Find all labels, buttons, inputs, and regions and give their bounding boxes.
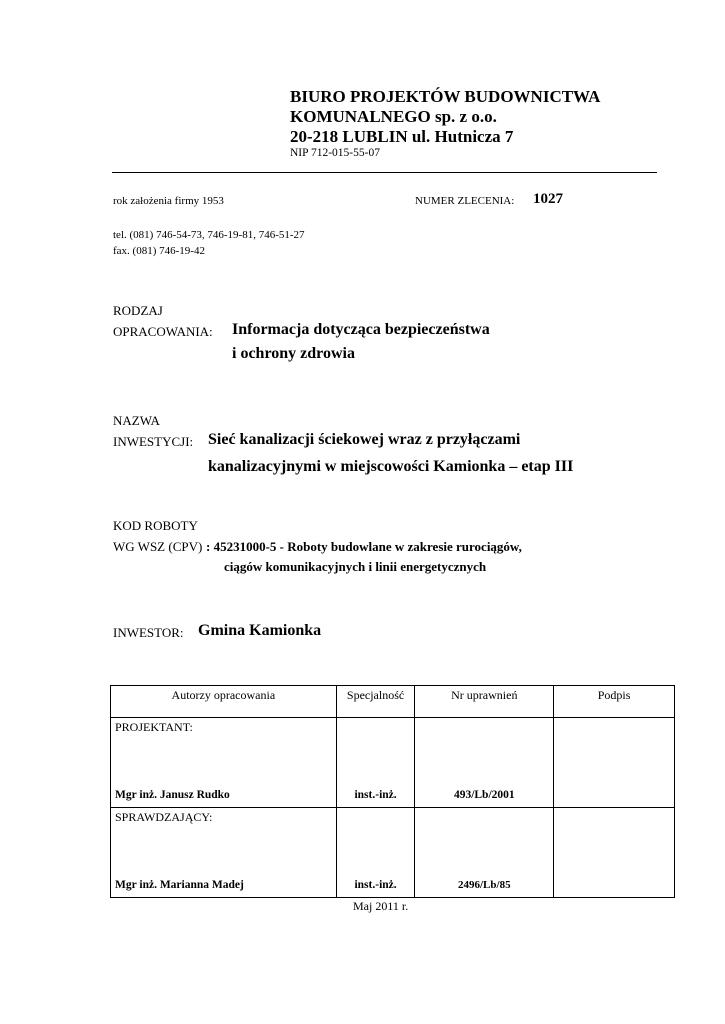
investor-label: INWESTOR: (113, 625, 184, 640)
founded-year: rok założenia firmy 1953 (113, 195, 224, 207)
phone-numbers: tel. (081) 746-54-73, 746-19-81, 746-51-27 (113, 229, 305, 241)
investment-name-label-line2: INWESTYCJI: (113, 434, 194, 449)
reviewer-signature-cell (554, 808, 675, 898)
header-permit-number: Nr uprawnień (415, 686, 554, 718)
study-type-value-line2: i ochrony zdrowia (232, 345, 355, 362)
reviewer-name: Mgr inż. Marianna Madej (115, 879, 244, 891)
company-name-line2: KOMUNALNEGO sp. z o.o. (290, 107, 497, 126)
authors-table (110, 685, 675, 898)
study-type-label-line2: OPRACOWANIA: (113, 324, 213, 339)
works-code-value-line1: : 45231000-5 - Roboty budowlane w zakresie rurociągów, (206, 539, 522, 554)
header-authors: Autorzy opracowania (111, 686, 337, 718)
table-row-reviewer (111, 808, 675, 898)
company-name-line1: BIURO PROJEKTÓW BUDOWNICTWA (290, 87, 601, 106)
reviewer-specialty: inst.-inż. (354, 879, 397, 891)
authors-table-header-row (111, 686, 675, 718)
works-code-label-line1: KOD ROBOTY (113, 518, 198, 533)
investment-name-value-line1: Sieć kanalizacji ściekowej wraz z przyłączami (208, 431, 521, 448)
document-date: Maj 2011 r. (353, 899, 409, 913)
designer-permit-number: 493/Lb/2001 (453, 789, 515, 801)
investment-name-value-line2: kanalizacyjnymi w miejscowości Kamionka – etap III (208, 458, 574, 475)
works-code-value-line2: ciągów komunikacyjnych i linii energetycznych (224, 559, 487, 574)
order-number-label: NUMER ZLECENIA: (415, 195, 515, 207)
company-nip: NIP 712-015-55-07 (290, 147, 380, 159)
designer-name: Mgr inż. Janusz Rudko (115, 789, 230, 801)
company-address: 20-218 LUBLIN ul. Hutnicza 7 (290, 127, 514, 146)
study-type-value-line1: Informacja dotycząca bezpieczeństwa (232, 321, 490, 338)
reviewer-role: SPRAWDZAJĄCY: (115, 810, 213, 824)
designer-specialty: inst.-inż. (354, 789, 397, 801)
investment-name-label-line1: NAZWA (113, 413, 160, 428)
study-type-label-line1: RODZAJ (113, 303, 163, 318)
header-signature: Podpis (554, 686, 675, 718)
designer-signature-cell (554, 718, 675, 808)
header-divider (112, 172, 657, 173)
order-number: 1027 (533, 191, 563, 207)
header-specialty: Specjalność (336, 686, 415, 718)
reviewer-permit-number: 2496/Lb/85 (458, 879, 511, 891)
fax-number: fax. (081) 746-19-42 (113, 245, 205, 257)
table-row-designer (111, 718, 675, 808)
works-code-label-line2: WG WSZ (CPV) (113, 539, 203, 554)
investor-value: Gmina Kamionka (198, 622, 322, 639)
designer-role: PROJEKTANT: (115, 720, 193, 734)
